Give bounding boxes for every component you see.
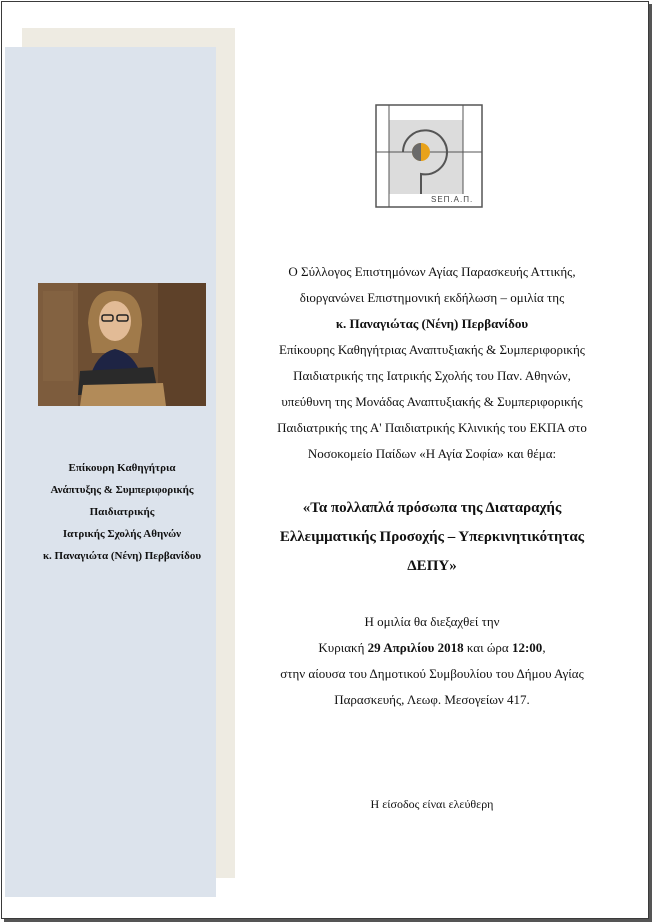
free-entry-note: Η είσοδος είναι ελεύθερη	[370, 797, 494, 811]
event-time: 12:00	[511, 640, 543, 655]
details-line: στην αίουσα του Δημοτικού Συμβουλίου του Δήμου Αγίας	[280, 666, 584, 681]
intro-line: Παιδιατρικής της Α' Παιδιατρικής Κλινικής του ΕΚΠΑ στο	[277, 420, 587, 435]
logo-text: SΕΠ.Α.Π.	[431, 195, 474, 204]
flyer-page	[1, 1, 649, 919]
speaker-caption	[10, 457, 234, 567]
intro-text	[234, 259, 630, 467]
caption-line: Ιατρικής Σχολής Αθηνών	[62, 528, 182, 540]
date-time-line	[234, 635, 630, 661]
title-line: Ελλειμματικής Προσοχής – Υπερκινητικότητας	[279, 529, 585, 545]
title-line: ΔΕΠΥ»	[407, 558, 457, 574]
title-line: «Τα πολλαπλά πρόσωπα της Διαταραχής	[302, 500, 562, 516]
event-date: 29 Απριλίου 2018	[367, 640, 464, 655]
and-time-text: και ώρα	[463, 640, 512, 655]
association-logo	[375, 104, 483, 208]
event-day: Κυριακή	[318, 640, 368, 655]
intro-line: Νοσοκομείο Παίδων «Η Αγία Σοφία» και θέμα:	[307, 446, 557, 461]
intro-line: διοργανώνει Επιστημονική εκδήλωση – ομιλία της	[299, 290, 565, 305]
comma: ,	[542, 640, 546, 655]
caption-line: Επίκουρη Καθηγήτρια	[68, 462, 176, 474]
event-details	[234, 609, 630, 713]
intro-line: Επίκουρης Καθηγήτριας Αναπτυξιακής & Συμπεριφορικής	[279, 342, 585, 357]
speaker-name: κ. Παναγιώτας (Νένη) Περβανίδου	[335, 316, 529, 331]
caption-line: κ. Παναγιώτα (Νένη) Περβανίδου	[42, 550, 202, 562]
intro-line: Ο Σύλλογος Επιστημόνων Αγίας Παρασκευής Αττικής,	[288, 264, 576, 279]
lecture-title	[234, 494, 630, 581]
details-line: Παρασκευής, Λεωφ. Μεσογείων 417.	[334, 692, 530, 707]
caption-line: Παιδιατρικής	[89, 506, 155, 518]
caption-line: Ανάπτυξης & Συμπεριφορικής	[50, 484, 194, 496]
details-line: Η ομιλία θα διεξαχθεί την	[364, 614, 500, 629]
intro-line: υπεύθυνη της Μονάδας Αναπτυξιακής & Συμπεριφορικής	[281, 394, 583, 409]
speaker-photo	[38, 283, 206, 406]
intro-line: Παιδιατρικής της Ιατρικής Σχολής του Παν. Αθηνών,	[293, 368, 571, 383]
